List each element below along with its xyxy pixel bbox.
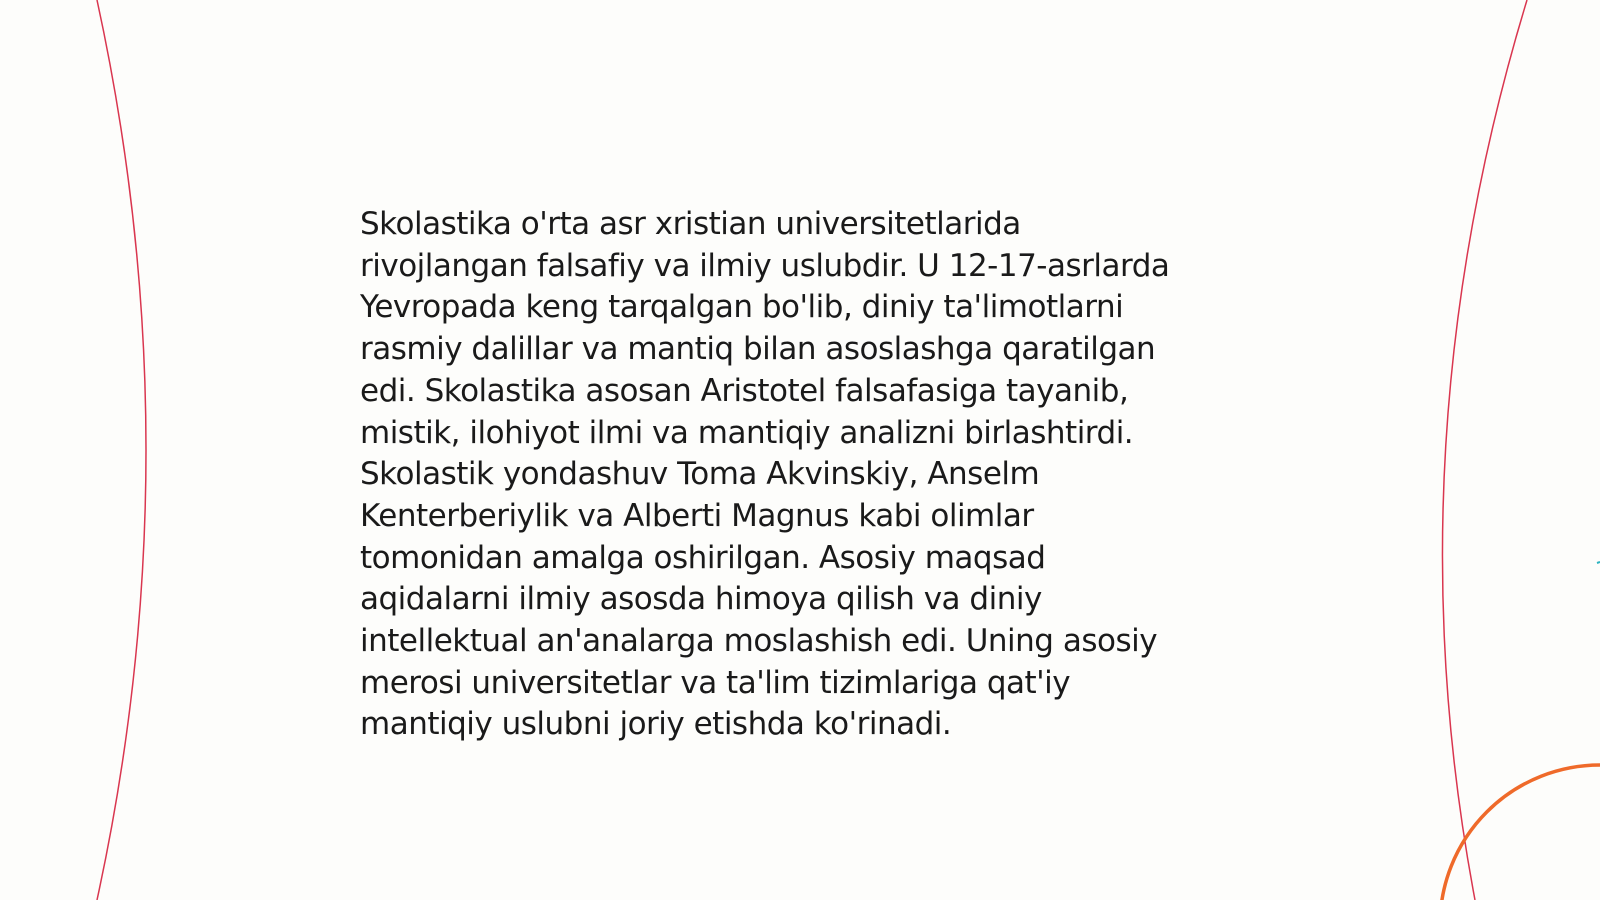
left-decorative-arc <box>97 0 146 900</box>
paragraph-line: tomonidan amalga oshirilgan. Asosiy maqsad <box>360 539 1046 576</box>
paragraph-line: intellektual an'analarga moslashish edi. Uning asosiy <box>360 623 1158 660</box>
paragraph-line: Yevropada keng tarqalgan bo'lib, diniy ta'limotlarni <box>360 289 1124 326</box>
paragraph-line: rasmiy dalillar va mantiq bilan asoslashga qaratilgan <box>360 331 1156 368</box>
paragraph-line: edi. Skolastika asosan Aristotel falsafasiga tayanib, <box>360 372 1129 409</box>
paragraph-line: mistik, ilohiyot ilmi va mantiqiy analizni birlashtirdi. <box>360 414 1134 451</box>
paragraph-line: rivojlangan falsafiy va ilmiy uslubdir. U 12-17-asrlarda <box>360 247 1170 284</box>
right-decorative-arc <box>1442 0 1527 900</box>
paragraph-line: mantiqiy uslubni joriy etishda ko'rinadi. <box>360 706 952 743</box>
body-paragraph <box>360 204 1240 746</box>
paragraph-line: aqidalarni ilmiy asosda himoya qilish va diniy <box>360 581 1042 618</box>
paragraph-line: Kenterberiylik va Alberti Magnus kabi olimlar <box>360 497 1034 534</box>
paragraph-line: Skolastika o'rta asr xristian universitetlarida <box>360 206 1021 242</box>
paragraph-line: Skolastik yondashuv Toma Akvinskiy, Anselm <box>360 456 1040 493</box>
paragraph-line: merosi universitetlar va ta'lim tizimlariga qat'iy <box>360 664 1071 701</box>
